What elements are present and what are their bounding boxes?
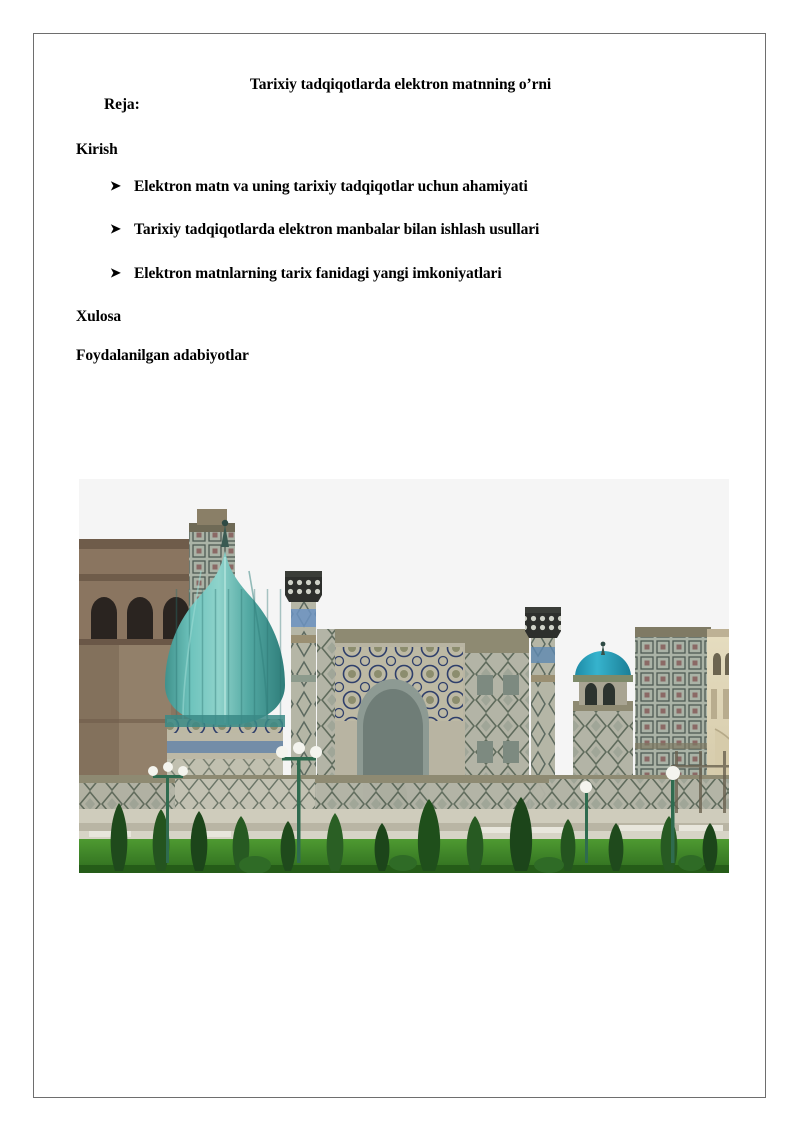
section-intro: Kirish: [76, 141, 118, 158]
plan-label: Reja:: [104, 96, 140, 113]
list-item-label: Tarixiy tadqiqotlarda elektron manbalar bilan ishlash usullari: [134, 221, 540, 238]
section-conclusion: Xulosa: [76, 308, 122, 325]
registan-square-photo: [79, 479, 729, 873]
arrow-bullet-icon: ➤: [110, 178, 121, 193]
list-item-label: Elektron matnlarning tarix fanidagi yangi imkoniyatlari: [134, 265, 502, 282]
page-title: Tarixiy tadqiqotlarda elektron matnning o’rni: [249, 76, 552, 93]
arrow-bullet-icon: ➤: [110, 221, 121, 236]
page-border-frame: [33, 33, 766, 1098]
arrow-bullet-icon: ➤: [110, 265, 121, 280]
list-item-label: Elektron matn va uning tarixiy tadqiqotlar uchun ahamiyati: [134, 178, 528, 195]
list-item: [110, 178, 528, 196]
list-item: [110, 221, 539, 239]
registan-illustration: [79, 479, 729, 873]
section-references: Foydalanilgan adabiyotlar: [76, 347, 249, 364]
list-item: [110, 265, 502, 283]
